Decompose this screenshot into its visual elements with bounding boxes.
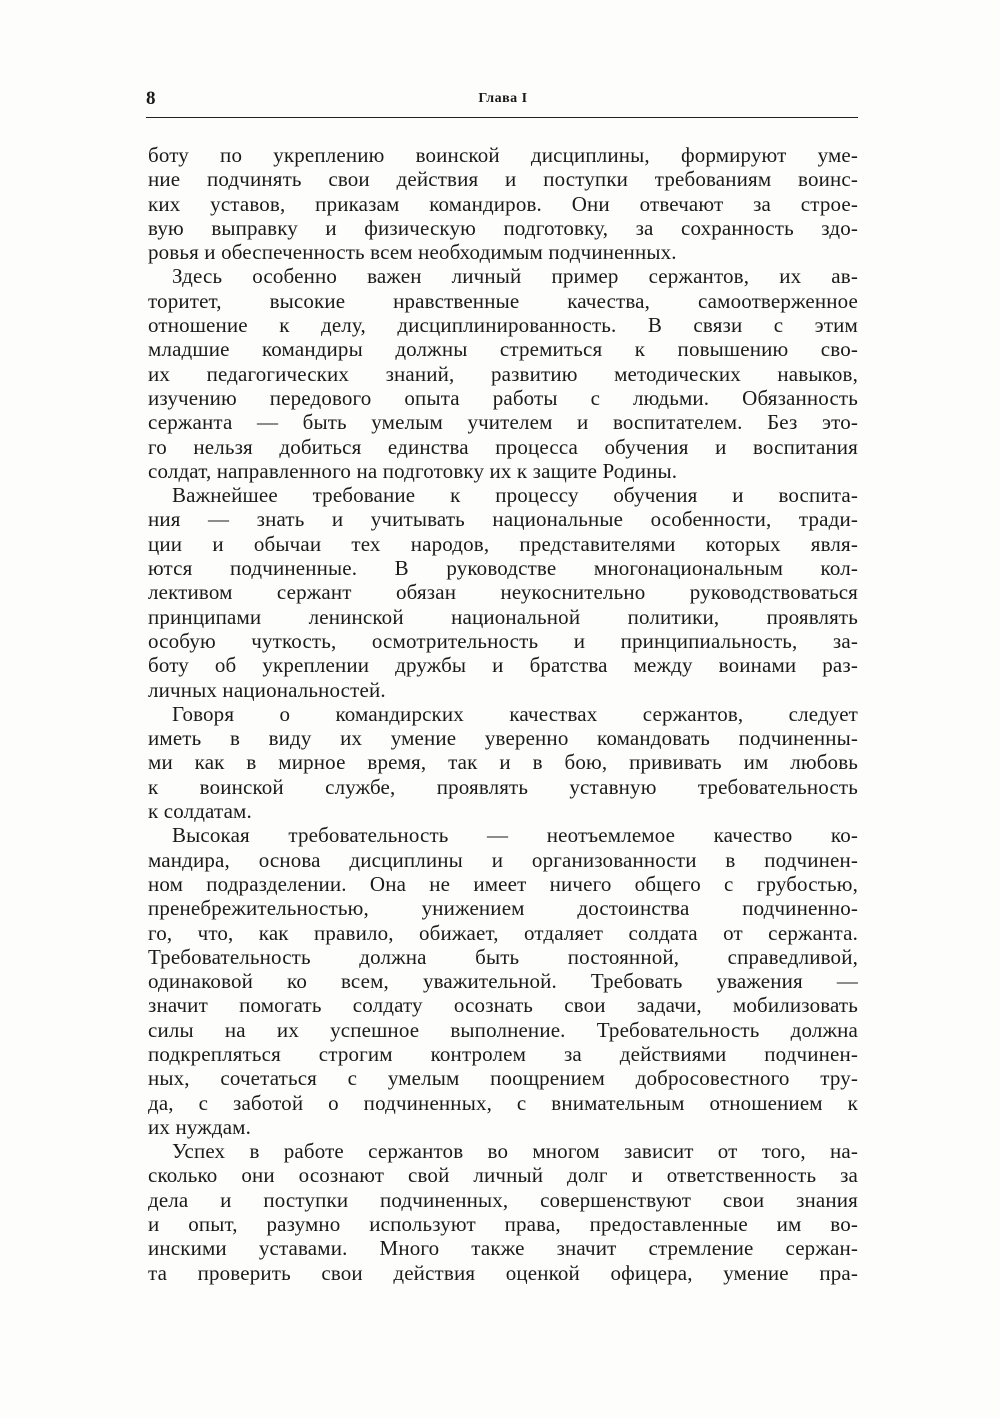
text-line: Говоря о командирских качествах сержантов, следует: [172, 701, 858, 726]
text-line: боту по укреплению воинской дисциплины, формируют уме-: [148, 143, 858, 167]
text-line: пренебрежительностью, унижением достоинства подчиненно-: [148, 896, 858, 921]
paragraph: [148, 823, 858, 1139]
text-line: иметь в виду их умение уверенно командовать подчиненны-: [148, 726, 858, 751]
text-line: Здесь особенно важен личный пример сержантов, их ав-: [172, 264, 858, 289]
text-line: ние подчинять свои действия и поступки требованиям воинс-: [148, 167, 858, 192]
text-line: к солдатам.: [148, 799, 252, 824]
text-line: боту об укреплении дружбы и братства между воинами раз-: [148, 653, 858, 678]
text-line: и опыт, разумно используют права, предоставленные им во-: [148, 1212, 858, 1237]
text-line: дела и поступки подчиненных, совершенствуют свои знания: [148, 1187, 858, 1212]
paragraph: [148, 264, 858, 483]
paragraph: [148, 143, 858, 264]
text-line: ном подразделении. Она не имеет ничего общего с грубостью,: [148, 871, 858, 896]
paragraph: [148, 702, 858, 823]
text-line: солдат, направленного на подготовку их к защите Родины.: [148, 458, 678, 483]
text-line: лективом сержант обязан неукоснительно руководствоваться: [148, 580, 858, 605]
page-number: 8: [146, 88, 156, 109]
page-header: [146, 88, 860, 116]
text-line: принципами ленинской национальной политики, проявлять: [148, 604, 858, 629]
paragraph: [148, 1139, 858, 1285]
text-line: ровья и обеспеченность всем необходимым подчиненных.: [148, 240, 677, 265]
text-line: личных национальностей.: [148, 677, 386, 702]
text-line: та проверить свои действия оценкой офицера, умение пра-: [148, 1260, 858, 1285]
text-line: ются подчиненные. В руководстве многонациональным кол-: [148, 556, 858, 581]
text-line: го нельзя добиться единства процесса обучения и воспитания: [148, 434, 858, 459]
text-line: Важнейшее требование к процессу обучения и воспита-: [172, 483, 858, 508]
text-line: сколько они осознают свой личный долг и ответственность за: [148, 1163, 858, 1188]
text-line: Успех в работе сержантов во многом зависит от того, на-: [172, 1139, 858, 1164]
text-line: мандира, основа дисциплины и организованности в подчинен-: [148, 847, 858, 872]
text-line: сержанта — быть умелым учителем и воспитателем. Без это-: [148, 410, 858, 435]
text-line: отношение к делу, дисциплинированность. В связи с этим: [148, 313, 858, 338]
text-line: значит помогать солдату осознать свои задачи, мобилизовать: [148, 993, 858, 1018]
body-text: [148, 143, 858, 1285]
running-head: Глава I: [478, 91, 528, 106]
text-line: младшие командиры должны стремиться к повышению сво-: [148, 337, 858, 362]
text-line: го, что, как правило, обижает, отдаляет солдата от сержанта.: [148, 920, 858, 945]
text-line: ми как в мирное время, так и в бою, прививать им любовь: [148, 750, 858, 775]
text-line: одинаковой ко всем, уважительной. Требовать уважения —: [148, 969, 858, 994]
paragraph: [148, 483, 858, 702]
text-line: ких уставов, приказам командиров. Они отвечают за строе-: [148, 191, 858, 216]
text-line: ции и обычаи тех народов, представителями которых явля-: [148, 531, 858, 556]
text-line: инскими уставами. Много также значит стремление сержан-: [148, 1236, 858, 1261]
text-line: силы на их успешное выполнение. Требовательность должна: [148, 1017, 858, 1042]
text-line: их нуждам.: [148, 1114, 252, 1139]
header-rule: [146, 117, 858, 118]
text-line: торитет, высокие нравственные качества, самоотверженное: [148, 288, 858, 313]
text-line: да, с заботой о подчиненных, с внимательным отношением к: [148, 1090, 858, 1115]
text-line: подкрепляться строгим контролем за действиями подчинен-: [148, 1041, 858, 1066]
text-line: ных, сочетаться с умелым поощрением добросовестного тру-: [148, 1066, 858, 1091]
text-line: вую выправку и физическую подготовку, за сохранность здо-: [148, 215, 858, 240]
text-line: Требовательность должна быть постоянной, справедливой,: [148, 944, 858, 969]
text-line: к воинской службе, проявлять уставную требовательность: [148, 774, 858, 799]
text-line: изучению передового опыта работы с людьми. Обязанность: [148, 385, 858, 410]
text-line: Высокая требовательность — неотъемлемое качество ко-: [172, 823, 858, 848]
text-line: особую чуткость, осмотрительность и принципиальность, за-: [148, 628, 858, 653]
text-line: ния — знать и учитывать национальные особенности, тради-: [148, 507, 858, 532]
text-line: их педагогических знаний, развитию методических навыков,: [148, 361, 858, 386]
